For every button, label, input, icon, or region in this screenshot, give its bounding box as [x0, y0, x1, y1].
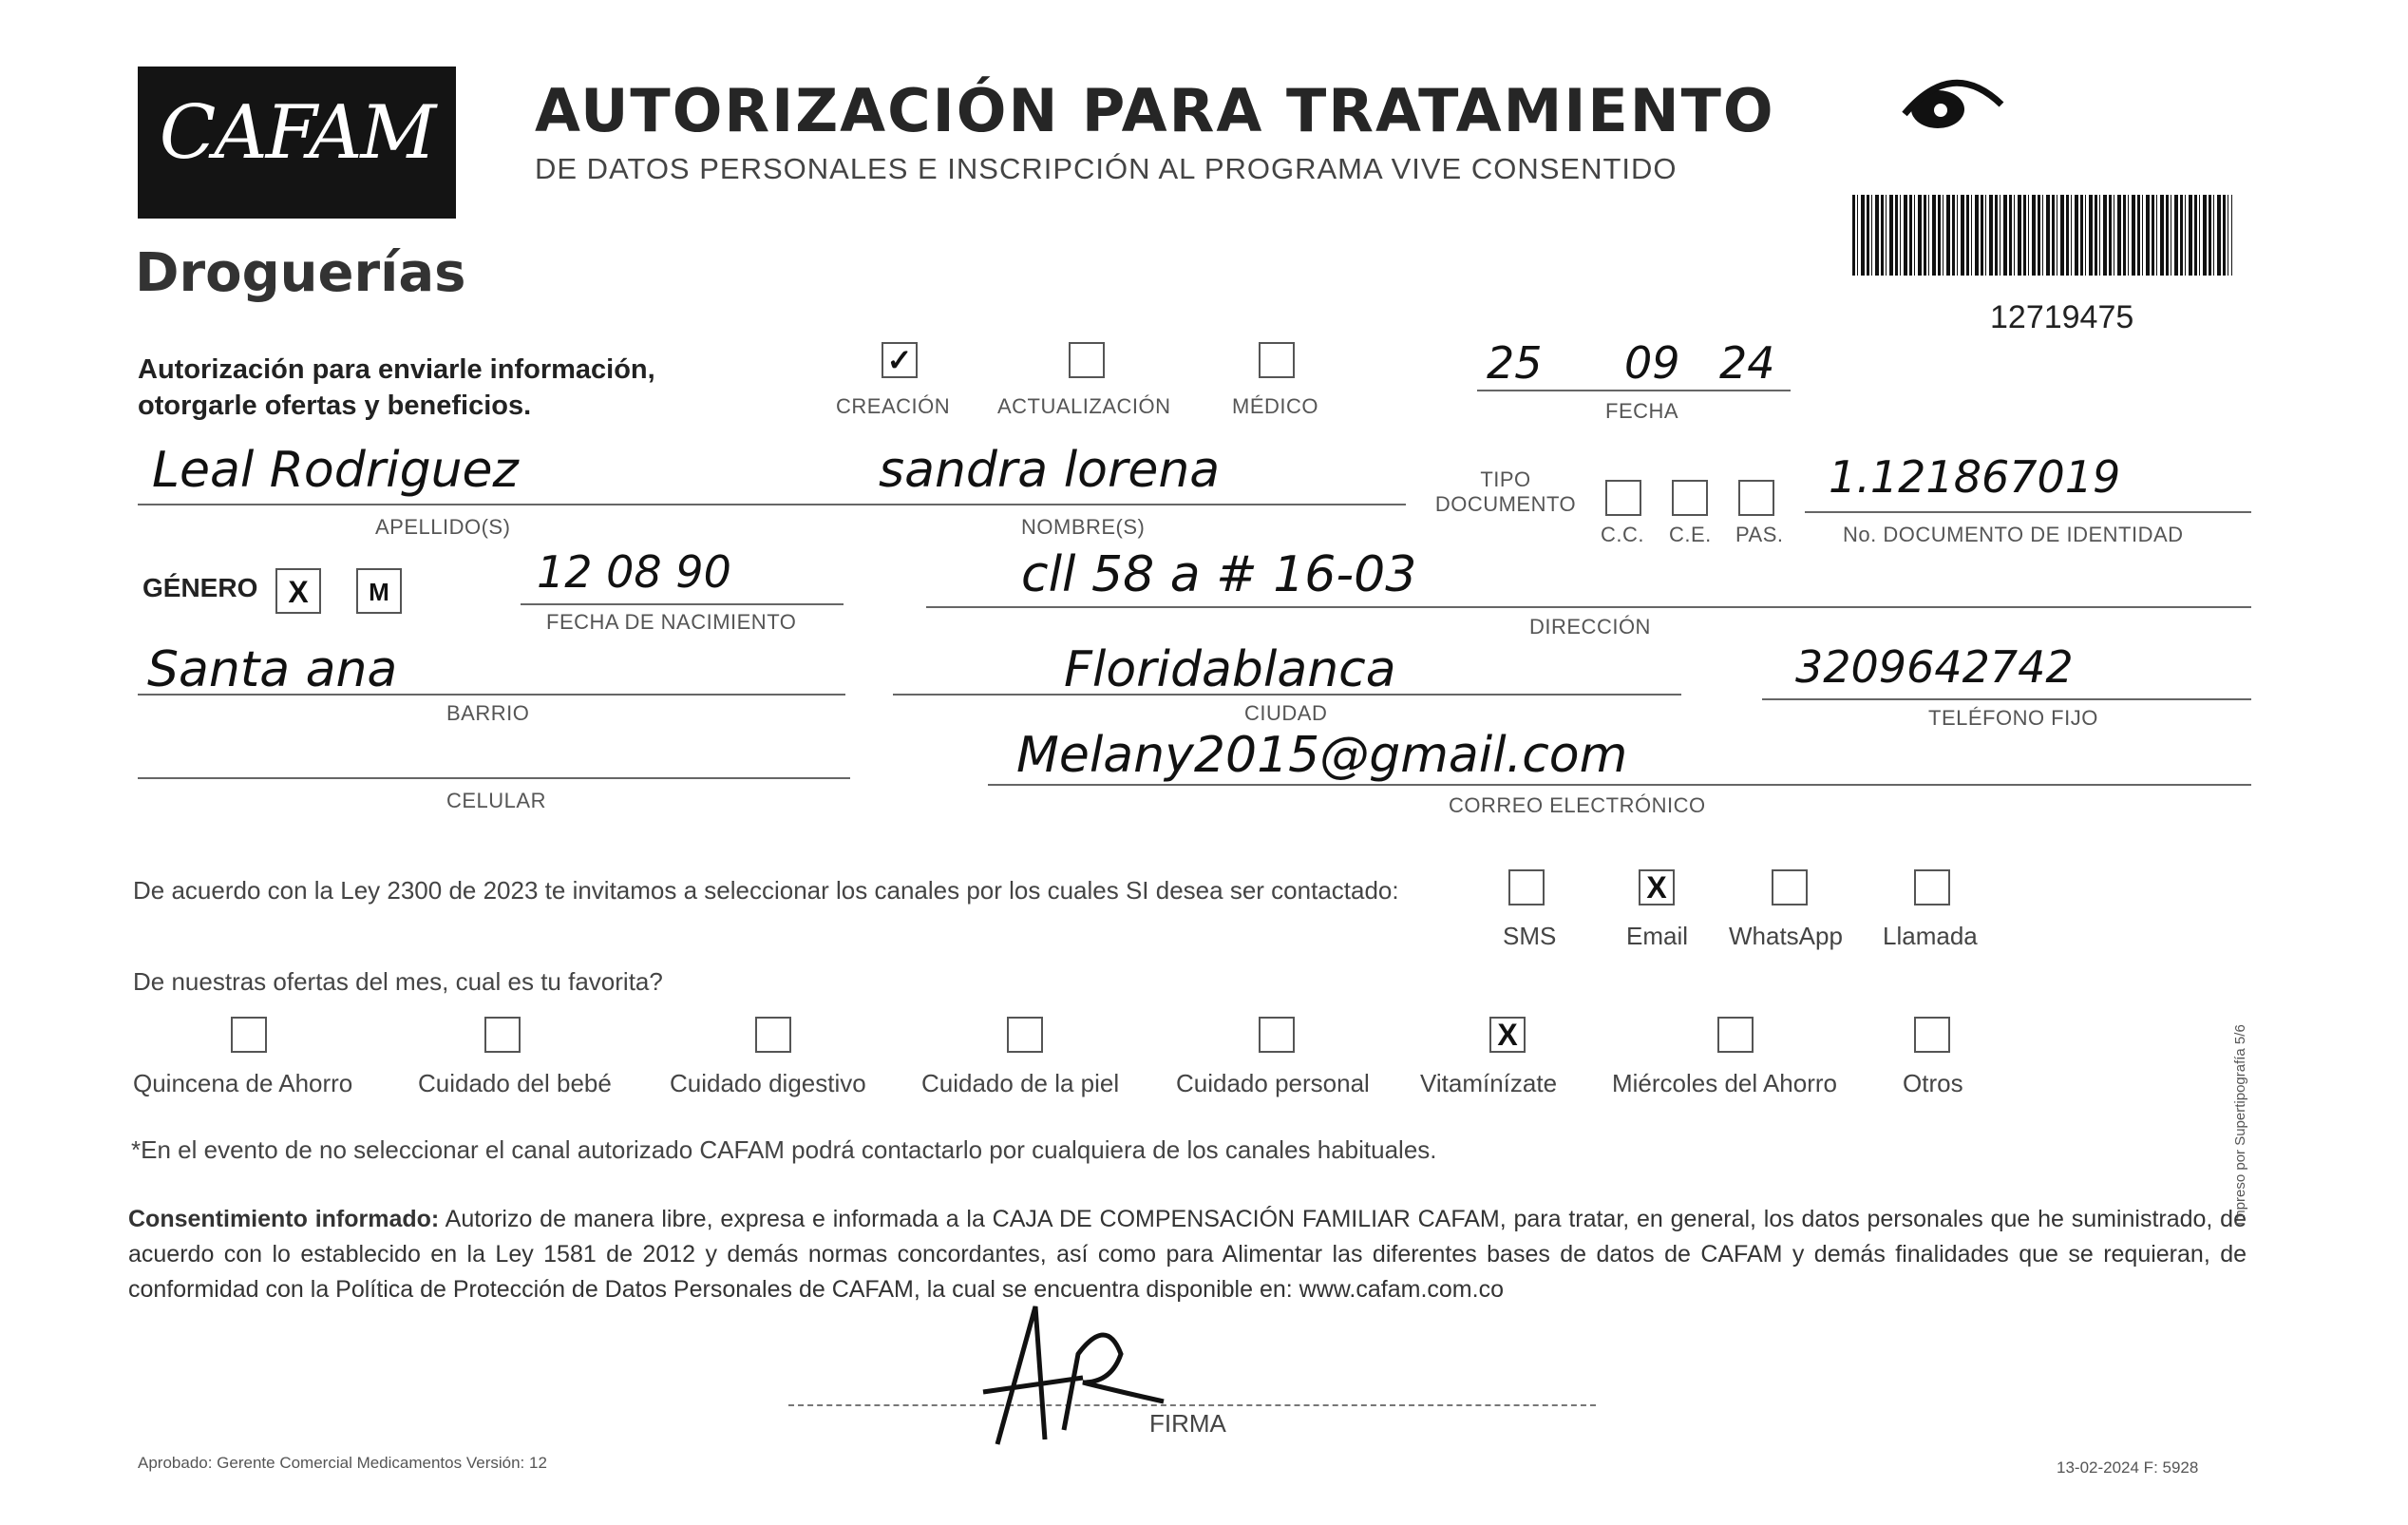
- fecha-year[interactable]: 24: [1719, 337, 1775, 389]
- fecha-month[interactable]: 09: [1624, 337, 1680, 389]
- signature: [940, 1287, 1178, 1458]
- direccion-value[interactable]: cll 58 a # 16-03: [1021, 546, 1417, 603]
- nacimiento-line: [521, 603, 844, 605]
- intro-text: Autorización para enviarle información, otorgarle ofertas y beneficios.: [138, 354, 655, 421]
- nacimiento-value[interactable]: 12 08 90: [537, 546, 731, 598]
- label-direccion: DIRECCIÓN: [1529, 615, 1651, 639]
- label-nacimiento: FECHA DE NACIMIENTO: [546, 610, 797, 634]
- footer-side: Impreso por Supertipografía 5/6: [2232, 1024, 2248, 1226]
- label-genero: GÉNERO: [142, 573, 258, 602]
- label-firma: FIRMA: [1149, 1409, 1226, 1438]
- checkbox-personal[interactable]: [1259, 1017, 1295, 1053]
- label-email: Email: [1626, 922, 1689, 950]
- label-digestivo: Cuidado digestivo: [670, 1069, 866, 1097]
- label-whatsapp: WhatsApp: [1729, 922, 1843, 950]
- label-sms: SMS: [1503, 922, 1557, 950]
- label-quincena: Quincena de Ahorro: [133, 1069, 353, 1097]
- checkbox-actualizacion[interactable]: [1069, 342, 1105, 378]
- apellidos-value[interactable]: Leal Rodriguez: [152, 442, 519, 499]
- checkbox-creacion[interactable]: ✓: [882, 342, 918, 378]
- ciudad-value[interactable]: Floridablanca: [1064, 641, 1396, 698]
- label-fecha: FECHA: [1605, 399, 1679, 423]
- channel-note: *En el evento de no seleccionar el canal autorizado CAFAM podrá contactarlo por cualquiera de los canales habituales.: [131, 1135, 1437, 1164]
- celular-line: [138, 777, 850, 779]
- consent-block: [128, 1202, 2247, 1307]
- signature-line: [788, 1404, 1596, 1406]
- checkbox-email[interactable]: X: [1639, 869, 1675, 905]
- checkbox-piel[interactable]: [1007, 1017, 1043, 1053]
- checkbox-cc[interactable]: [1605, 480, 1641, 516]
- checkbox-vitaminizate[interactable]: X: [1489, 1017, 1526, 1053]
- label-piel: Cuidado de la piel: [921, 1069, 1120, 1097]
- nombres-line: [779, 504, 1406, 505]
- label-correo: CORREO ELECTRÓNICO: [1449, 793, 1706, 817]
- form-subtitle: DE DATOS PERSONALES E INSCRIPCIÓN AL PROGRAMA VIVE CONSENTIDO: [535, 152, 1678, 185]
- consent-title: Consentimiento informado:: [128, 1206, 440, 1232]
- label-otros: Otros: [1903, 1069, 1963, 1097]
- footer-right: 13-02-2024 F: 5928: [2057, 1458, 2199, 1477]
- brand-mark-icon: [1895, 67, 2009, 133]
- label-vitaminizate: Vitamínízate: [1420, 1069, 1558, 1097]
- apellidos-line: [138, 504, 879, 505]
- label-actualizacion: ACTUALIZACIÓN: [997, 394, 1171, 418]
- label-ciudad: CIUDAD: [1244, 701, 1328, 725]
- label-medico: MÉDICO: [1232, 394, 1318, 418]
- label-apellidos: APELLIDO(S): [375, 515, 511, 539]
- direccion-line: [926, 606, 2251, 608]
- checkbox-genero-f[interactable]: X: [275, 568, 321, 614]
- label-nombres: NOMBRE(S): [1021, 515, 1146, 539]
- label-telefono: TELÉFONO FIJO: [1928, 706, 2098, 730]
- label-cc: C.C.: [1601, 523, 1644, 546]
- label-miercoles: Miércoles del Ahorro: [1612, 1069, 1837, 1097]
- checkbox-llamada[interactable]: [1914, 869, 1950, 905]
- label-documento: No. DOCUMENTO DE IDENTIDAD: [1843, 523, 2184, 546]
- checkbox-pas[interactable]: [1738, 480, 1774, 516]
- cafam-logo: CAFAM: [159, 90, 435, 176]
- correo-line: [988, 784, 2251, 786]
- label-bebe: Cuidado del bebé: [418, 1069, 612, 1097]
- checkbox-whatsapp[interactable]: [1772, 869, 1808, 905]
- checkbox-genero-m[interactable]: M: [356, 568, 402, 614]
- barrio-value[interactable]: Santa ana: [147, 641, 398, 698]
- telefono-line: [1762, 698, 2251, 700]
- form-title: AUTORIZACIÓN PARA TRATAMIENTO: [535, 76, 1775, 145]
- footer-left: Aprobado: Gerente Comercial Medicamentos Versión: 12: [138, 1454, 547, 1472]
- barcode: [1852, 195, 2232, 276]
- barcode-number: 12719475: [1990, 299, 2134, 335]
- checkbox-medico[interactable]: [1259, 342, 1295, 378]
- label-barrio: BARRIO: [446, 701, 530, 725]
- brand-subtitle: Droguerías: [135, 242, 466, 304]
- documento-value[interactable]: 1.121867019: [1829, 451, 2121, 503]
- offers-question: De nuestras ofertas del mes, cual es tu favorita?: [133, 967, 663, 996]
- checkbox-ce[interactable]: [1672, 480, 1708, 516]
- consent-text: Autorizo de manera libre, expresa e informada a la CAJA DE COMPENSACIÓN FAMILIAR CAFAM, para tratar, en general, los datos personales que he suministrado, de acuerdo con lo establecido en la Ley 1581 de 2012 y demás normas concordantes, así como para Alimentar las diferentes bases de datos de CAFAM y demás finalidades que se requieran, de conformidad con la Política de Protección de Datos Personales de CAFAM, la cual se encuentra disponible en: www.cafam.com.co: [128, 1206, 2247, 1303]
- label-ce: C.E.: [1669, 523, 1712, 546]
- checkbox-bebe[interactable]: [484, 1017, 521, 1053]
- fecha-day[interactable]: 25: [1487, 337, 1543, 389]
- telefono-value[interactable]: 3209642742: [1795, 641, 2074, 693]
- ciudad-line: [893, 694, 1681, 696]
- correo-value[interactable]: Melany2015@gmail.com: [1016, 727, 1628, 784]
- barrio-line: [138, 694, 845, 696]
- channels-question: De acuerdo con la Ley 2300 de 2023 te invitamos a seleccionar los canales por los cuales SI desea ser contactado:: [133, 876, 1399, 905]
- checkbox-quincena[interactable]: [231, 1017, 267, 1053]
- documento-line: [1805, 511, 2251, 513]
- checkbox-otros[interactable]: [1914, 1017, 1950, 1053]
- nombres-value[interactable]: sandra lorena: [879, 442, 1221, 499]
- fecha-line: [1477, 390, 1791, 391]
- label-celular: CELULAR: [446, 789, 546, 812]
- label-tipo-documento: TIPO DOCUMENTO: [1434, 467, 1577, 516]
- label-pas: PAS.: [1735, 523, 1784, 546]
- checkbox-miercoles[interactable]: [1717, 1017, 1754, 1053]
- label-llamada: Llamada: [1883, 922, 1978, 950]
- checkbox-digestivo[interactable]: [755, 1017, 791, 1053]
- checkbox-sms[interactable]: [1508, 869, 1545, 905]
- label-personal: Cuidado personal: [1176, 1069, 1370, 1097]
- label-creacion: CREACIÓN: [836, 394, 951, 418]
